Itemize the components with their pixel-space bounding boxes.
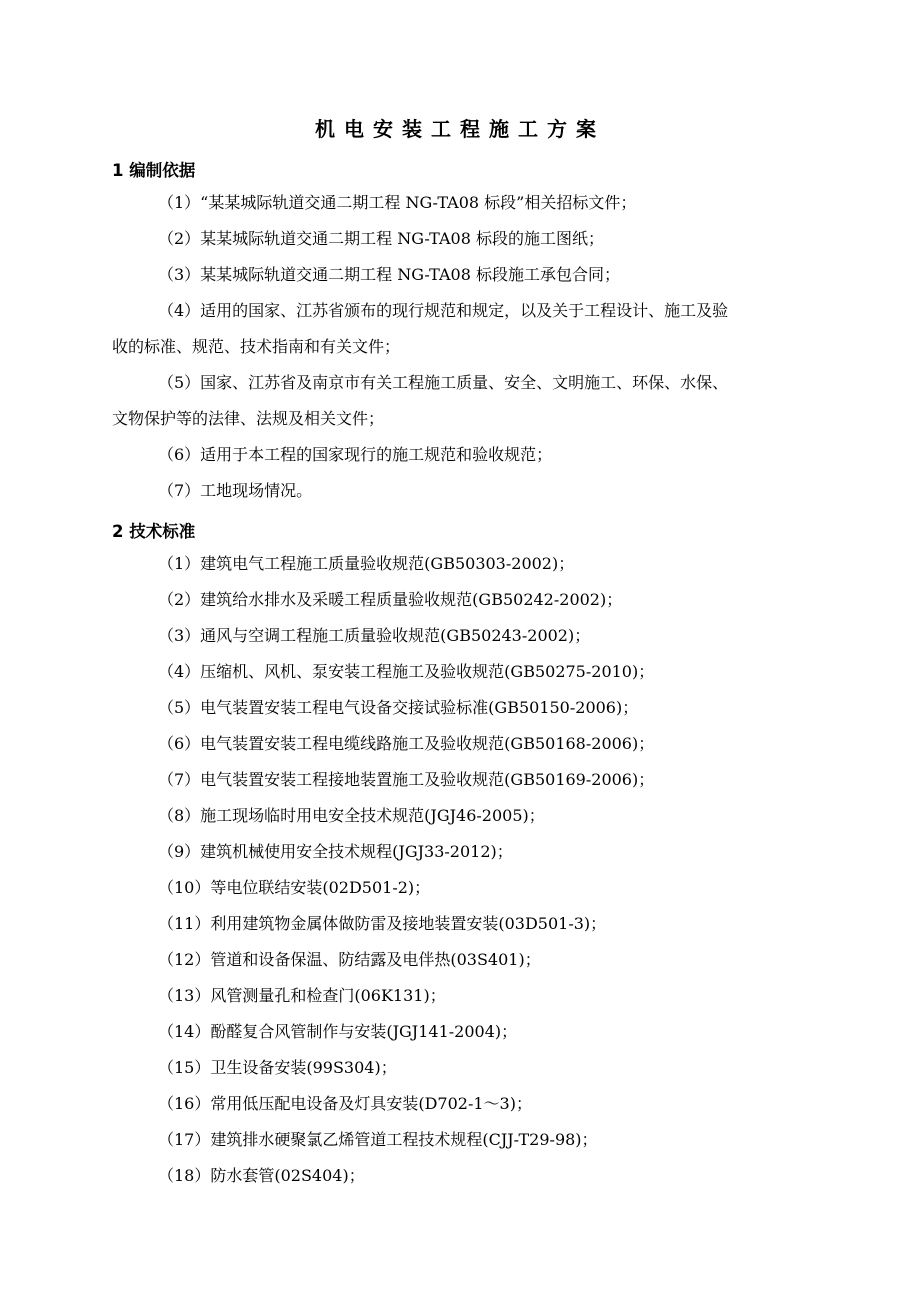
list-item: （4）适用的国家、江苏省颁布的现行规范和规定，以及关于工程设计、施工及验 bbox=[158, 301, 729, 320]
list-item: （16）常用低压配电设备及灯具安装(D702-1～3)； bbox=[158, 1094, 532, 1113]
list-item: （1）建筑电气工程施工质量验收规范(GB50303-2002)； bbox=[158, 554, 575, 573]
list-item: （17）建筑排水硬聚氯乙烯管道工程技术规程(CJJ-T29-98)； bbox=[158, 1130, 598, 1149]
list-item: （9）建筑机械使用安全技术规程(JGJ33-2012)； bbox=[158, 842, 513, 861]
list-item: （5）国家、江苏省及南京市有关工程施工质量、安全、文明施工、环保、水保、 bbox=[158, 373, 729, 392]
list-item: （5）电气装置安装工程电气设备交接试验标准(GB50150-2006)； bbox=[158, 698, 639, 717]
list-item: （4）压缩机、风机、泵安装工程施工及验收规范(GB50275-2010)； bbox=[158, 662, 655, 681]
list-item: （12）管道和设备保温、防结露及电伴热(03S401)； bbox=[158, 950, 541, 969]
page-title: 机电安装工程施工方案 bbox=[315, 117, 605, 141]
list-item: （18）防水套管(02S404)； bbox=[158, 1166, 365, 1185]
list-item: （3）某某城际轨道交通二期工程 NG-TA08 标段施工承包合同； bbox=[158, 265, 620, 284]
list-item: （11）利用建筑物金属体做防雷及接地装置安装(03D501-3)； bbox=[158, 914, 607, 933]
list-item: （3）通风与空调工程施工质量验收规范(GB50243-2002)； bbox=[158, 626, 591, 645]
list-item: （8）施工现场临时用电安全技术规范(JGJ46-2005)； bbox=[158, 806, 545, 825]
list-item: （2）某某城际轨道交通二期工程 NG-TA08 标段的施工图纸； bbox=[158, 229, 604, 248]
list-item: （2）建筑给水排水及采暖工程质量验收规范(GB50242-2002)； bbox=[158, 590, 623, 609]
list-item-continuation: 收的标准、规范、技术指南和有关文件； bbox=[112, 337, 401, 356]
list-item: （7）工地现场情况。 bbox=[158, 481, 313, 500]
list-item: （10）等电位联结安装(02D501-2)； bbox=[158, 878, 431, 897]
list-item: （1）“某某城际轨道交通二期工程 NG-TA08 标段”相关招标文件； bbox=[158, 193, 637, 212]
list-item: （13）风管测量孔和检查门(06K131)； bbox=[158, 986, 446, 1005]
list-item: （14）酚醛复合风管制作与安装(JGJ141-2004)； bbox=[158, 1022, 518, 1041]
section-heading: 1 编制依据 bbox=[112, 161, 196, 180]
section-heading: 2 技术标准 bbox=[112, 522, 196, 541]
list-item: （6）电气装置安装工程电缆线路施工及验收规范(GB50168-2006)； bbox=[158, 734, 655, 753]
list-item-continuation: 文物保护等的法律、法规及相关文件； bbox=[112, 409, 385, 428]
list-item: （15）卫生设备安装(99S304)； bbox=[158, 1058, 397, 1077]
list-item: （6）适用于本工程的国家现行的施工规范和验收规范； bbox=[158, 445, 553, 464]
list-item: （7）电气装置安装工程接地装置施工及验收规范(GB50169-2006)； bbox=[158, 770, 655, 789]
